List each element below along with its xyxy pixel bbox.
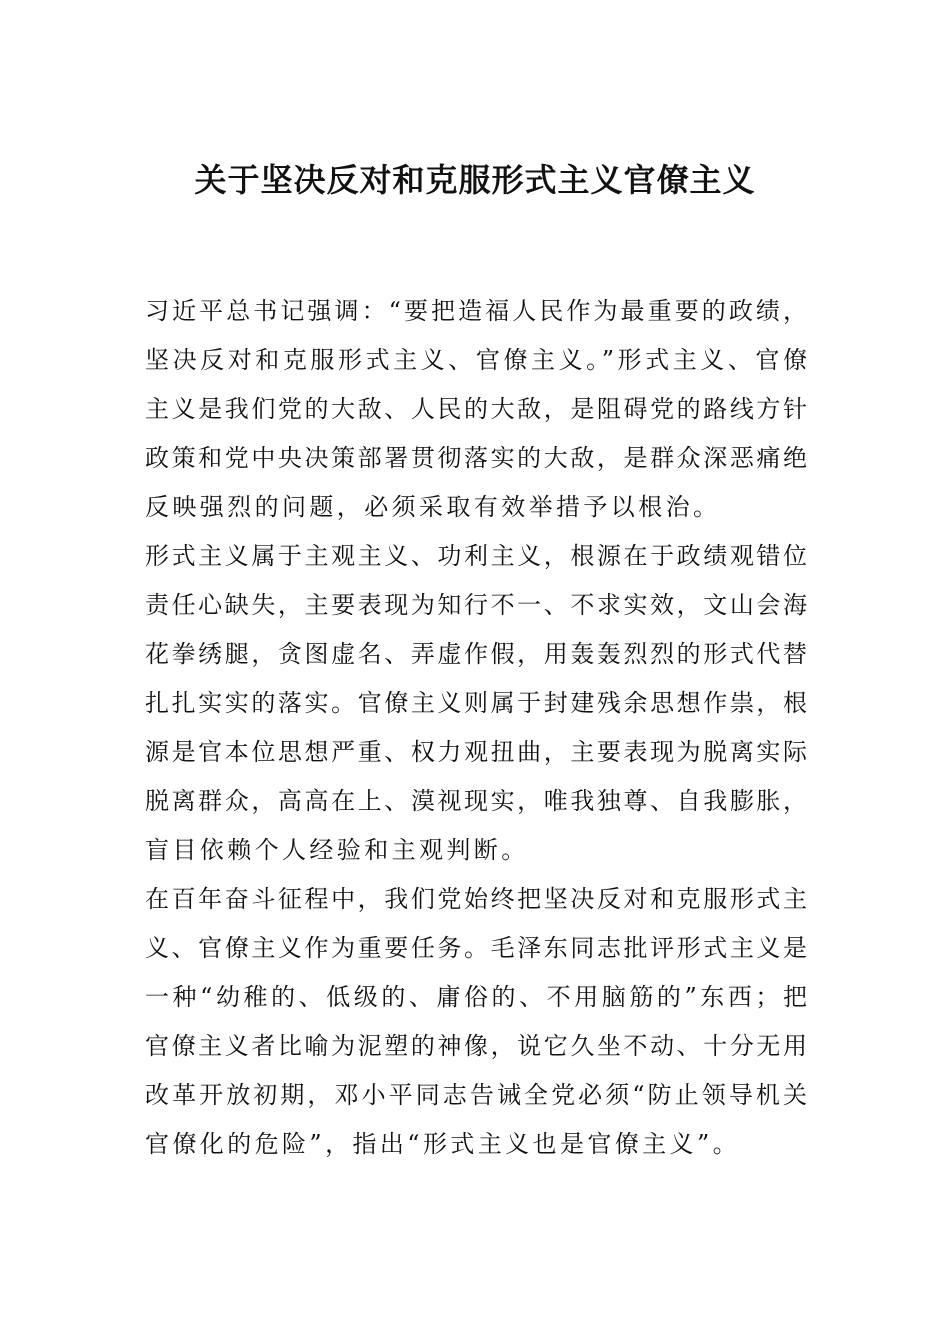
paragraph-1 [145, 287, 807, 532]
text-line: 官僚化的危险”，指出“形式主义也是官僚主义”。 [145, 1130, 741, 1158]
text-line: 改革开放初期，邓小平同志告诫全党必须“防止领导机关 [145, 1081, 807, 1109]
text-line: 主义是我们党的大敌、人民的大敌，是阻碍党的路线方针 [145, 395, 807, 423]
document-title: 关于坚决反对和克服形式主义官僚主义 [194, 161, 756, 199]
text-line: 义、官僚主义作为重要任务。毛泽东同志批评形式主义是 [145, 934, 807, 962]
text-line: 反映强烈的问题，必须采取有效举措予以根治。 [145, 493, 721, 521]
text-line: 官僚主义者比喻为泥塑的神像，说它久坐不动、十分无用 [145, 1032, 807, 1060]
text-line: 一种“幼稚的、低级的、庸俗的、不用脑筋的”东西；把 [145, 983, 807, 1011]
paragraph-2 [145, 532, 807, 875]
text-line: 坚决反对和克服形式主义、官僚主义。”形式主义、官僚 [145, 346, 807, 374]
text-line: 盲目依赖个人经验和主观判断。 [145, 836, 529, 864]
text-line: 扎扎实实的落实。官僚主义则属于封建残余思想作祟，根 [145, 689, 807, 717]
text-line: 源是官本位思想严重、权力观扭曲，主要表现为脱离实际 [145, 738, 807, 766]
text-line: 花拳绣腿，贪图虚名、弄虚作假，用轰轰烈烈的形式代替 [145, 640, 807, 668]
text-line: 责任心缺失，主要表现为知行不一、不求实效，文山会海 [145, 591, 807, 619]
text-line: 习近平总书记强调：“要把造福人民作为最重要的政绩， [145, 297, 807, 325]
text-line: 在百年奋斗征程中，我们党始终把坚决反对和克服形式主 [145, 885, 807, 913]
paragraph-3 [145, 875, 807, 1169]
document-body [145, 287, 807, 1169]
text-line: 政策和党中央决策部署贯彻落实的大敌，是群众深恶痛绝 [145, 444, 807, 472]
text-line: 脱离群众，高高在上、漠视现实，唯我独尊、自我膨胀， [145, 787, 807, 815]
text-line: 形式主义属于主观主义、功利主义，根源在于政绩观错位 [145, 542, 807, 570]
